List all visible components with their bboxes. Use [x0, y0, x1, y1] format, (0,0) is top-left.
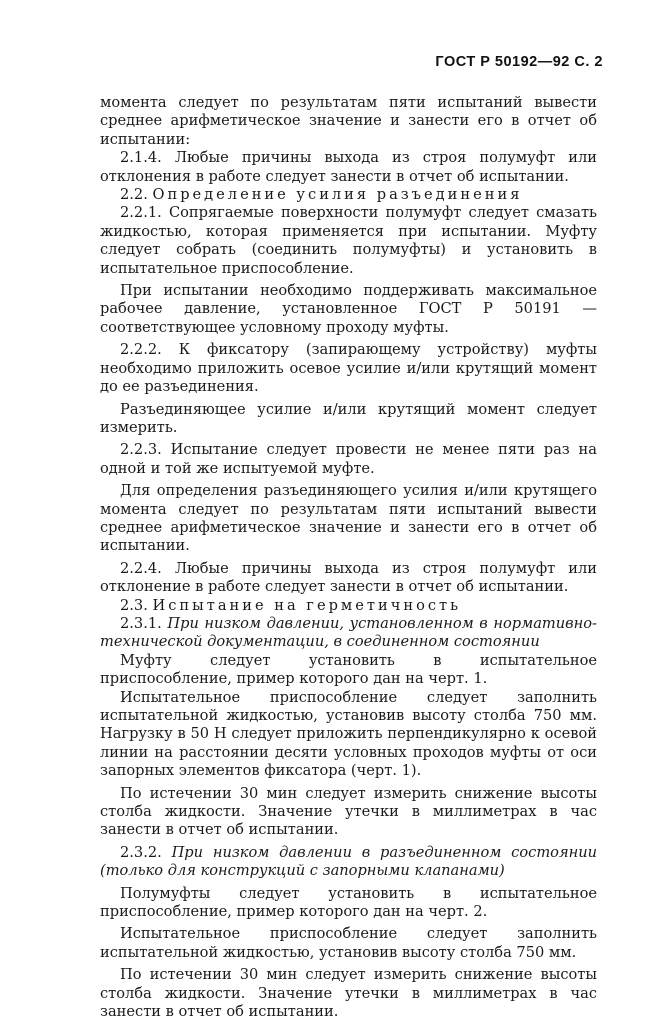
paragraph: 2.2.3. Испытание следует провести не менее пяти раз на одной и той же испытуемой муфте. [100, 441, 597, 477]
subsection-heading [100, 844, 597, 881]
body-text [100, 94, 597, 1022]
section-heading [100, 186, 597, 204]
paragraph: 2.1.4. Любые причины выхода из строя полумуфт или отклонения в работе следует занести в отчет об испытании. [100, 149, 597, 185]
section-heading [100, 597, 597, 615]
section-number: 2.3. [120, 596, 148, 614]
paragraph: момента следует по результатам пяти испытаний вывести среднее арифметическое значение и занести его в отчет об испытании: [100, 94, 597, 148]
paragraph: Разъединяющее усилие и/или крутящий момент следует измерить. [100, 400, 597, 436]
paragraph: Муфту следует установить в испытательное приспособление, пример которого дан на черт. 1. [100, 651, 597, 688]
subsection-number: 2.3.2. [120, 843, 162, 861]
subsection-heading [100, 615, 597, 652]
section-title: Определение усилия разъединения [152, 186, 523, 204]
paragraph: 2.2.2. К фиксатору (запирающему устройству) муфты необходимо приложить осевое усилие и/или крутящий момент до ее разъединения. [100, 341, 597, 396]
page-header-doc-ref: ГОСТ Р 50192—92 С. 2 [435, 54, 603, 70]
paragraph: По истечении 30 мин следует измерить снижение высоты столба жидкости. Значение утечки в миллиметрах в час занести в отчет об испытании. [100, 784, 597, 839]
paragraph: Испытательное приспособление следует заполнить испытательной жидкостью, установив высоту столба 750 мм. [100, 925, 597, 961]
section-title: Испытание на герметичность [152, 596, 462, 614]
paragraph: Полумуфты следует установить в испытательное приспособление, пример которого дан на черт. 2. [100, 884, 597, 921]
subsection-title: При низком давлении, установленном в нормативно-технической документации, в соединенном состоянии [100, 614, 597, 651]
section-number: 2.2. [120, 186, 148, 204]
paragraph: 2.2.4. Любые причины выхода из строя полумуфт или отклонение в работе следует занести в отчет об испытании. [100, 559, 597, 596]
paragraph: Для определения разъединяющего усилия и/или крутящего момента следует по результатам пяти испытаний вывести среднее арифметическое значение и занести его в отчет об испытании. [100, 482, 597, 555]
paragraph: При испытании необходимо поддерживать максимальное рабочее давление, установленное ГОСТ Р 50191 — соответствующее условному проходу муфты. [100, 282, 597, 336]
paragraph: По истечении 30 мин следует измерить снижение высоты столба жидкости. Значение утечки в миллиметрах в час занести в отчет об испытании. [100, 966, 597, 1021]
subsection-number: 2.3.1. [120, 614, 162, 632]
subsection-title: При низком давлении в разъединенном состоянии (только для конструкций с запорными клапанами) [100, 843, 598, 880]
paragraph: 2.2.1. Сопрягаемые поверхности полумуфт следует смазать жидкостью, которая применяется при испытании. Муфту следует собрать (соединить полумуфты) и установить в испытательное приспособление. [100, 204, 597, 277]
paragraph: Испытательное приспособление следует заполнить испытательной жидкостью, установив высоту столба 750 мм. Нагрузку в 50 Н следует приложить перпендикулярно к осевой линии на расстоянии десяти условных проходов муфты от оси запорных элементов фиксатора (черт. 1). [100, 688, 597, 780]
